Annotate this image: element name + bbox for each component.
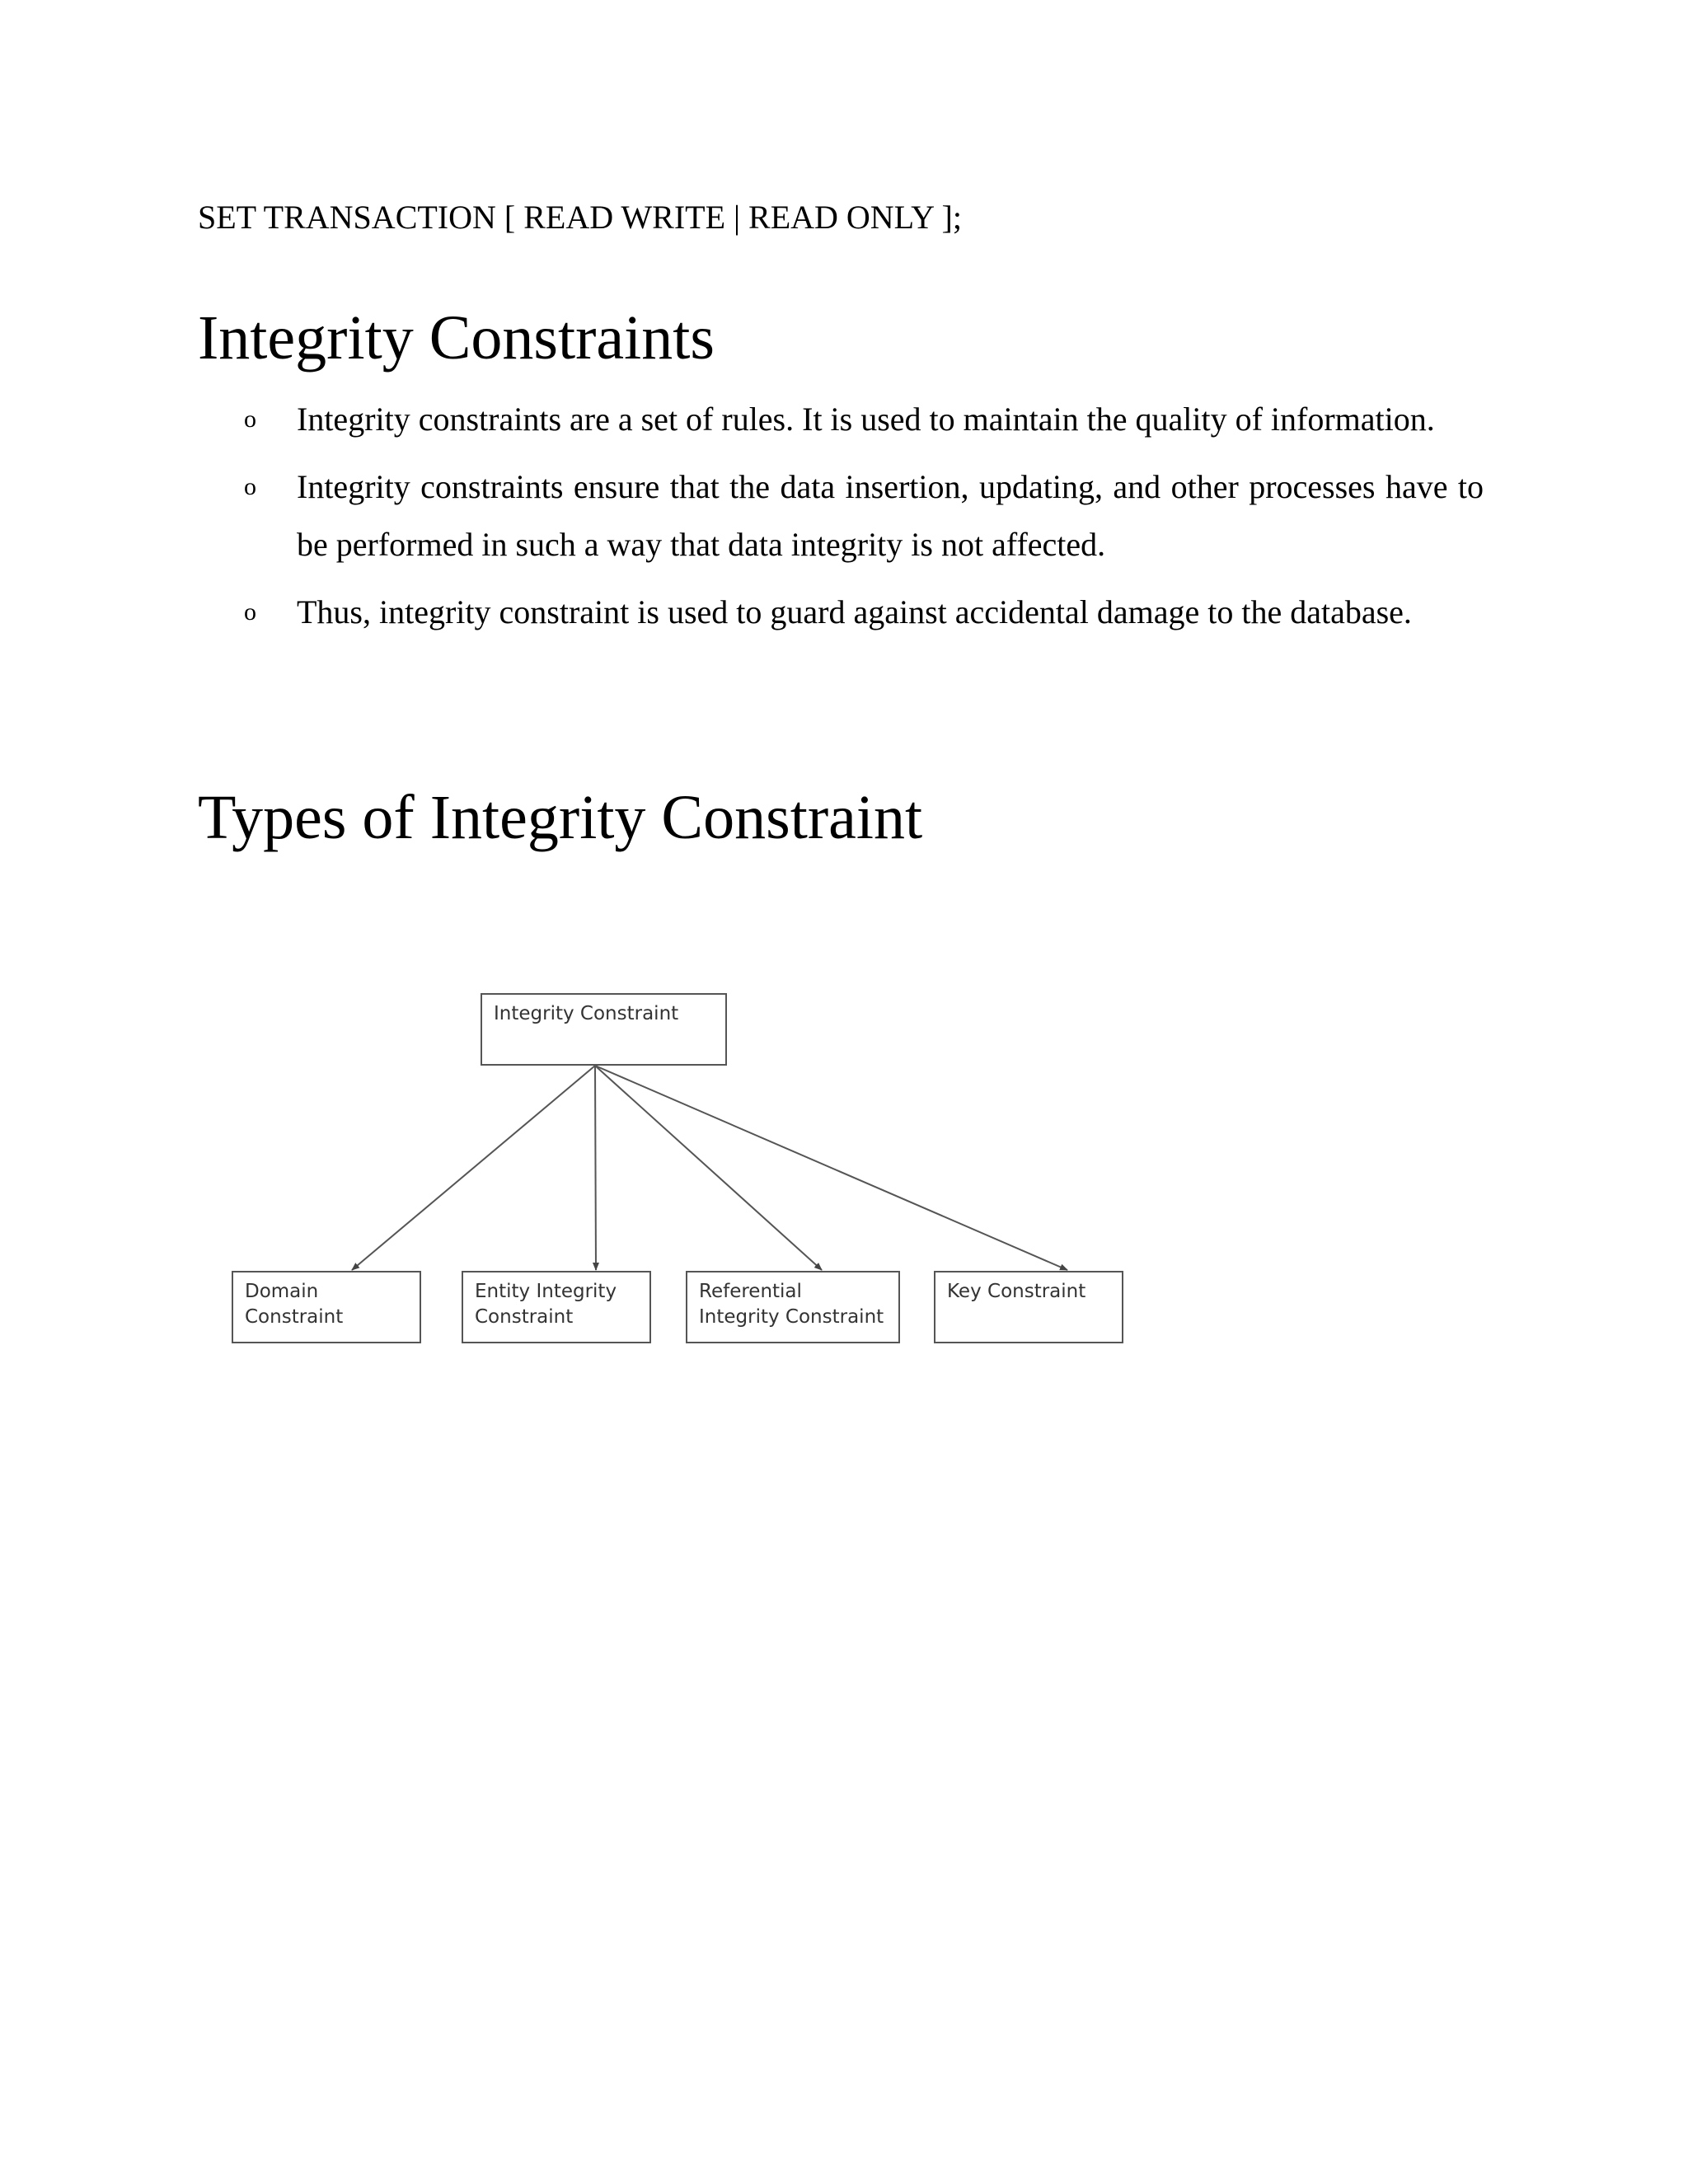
- bullet-item: [198, 391, 1484, 448]
- bullet-text: Integrity constraints ensure that the data insertion, updating, and other processes have to be performed in such a way that data integrity is not affected.: [297, 468, 1484, 563]
- heading-integrity-constraints: Integrity Constraints: [198, 303, 715, 373]
- node-referential-integrity-constraint: Referential Integrity Constraint: [686, 1271, 900, 1343]
- integrity-bullet-list: [198, 391, 1484, 651]
- connector-arrow-domain: [352, 1066, 595, 1270]
- bullet-text: Thus, integrity constraint is used to guard against accidental damage to the database.: [297, 593, 1412, 630]
- node-domain-constraint: Domain Constraint: [232, 1271, 421, 1343]
- bullet-marker: o: [244, 405, 256, 433]
- node-integrity-constraint: Integrity Constraint: [481, 993, 727, 1066]
- integrity-constraint-diagram: [223, 981, 1137, 1360]
- bullet-item: [198, 583, 1484, 641]
- sql-statement: SET TRANSACTION [ READ WRITE | READ ONLY ];: [198, 199, 962, 236]
- connector-arrow-referential: [595, 1066, 822, 1270]
- bullet-marker: o: [244, 598, 256, 626]
- node-entity-integrity-constraint: Entity Integrity Constraint: [462, 1271, 651, 1343]
- bullet-marker: o: [244, 473, 256, 500]
- connector-arrow-key: [595, 1066, 1067, 1270]
- heading-types-of-integrity-constraint: Types of Integrity Constraint: [198, 783, 923, 852]
- bullet-item: [198, 458, 1484, 574]
- bullet-text: Integrity constraints are a set of rules. It is used to maintain the quality of information.: [297, 401, 1435, 438]
- connector-arrow-entity: [595, 1066, 596, 1270]
- node-key-constraint: Key Constraint: [934, 1271, 1123, 1343]
